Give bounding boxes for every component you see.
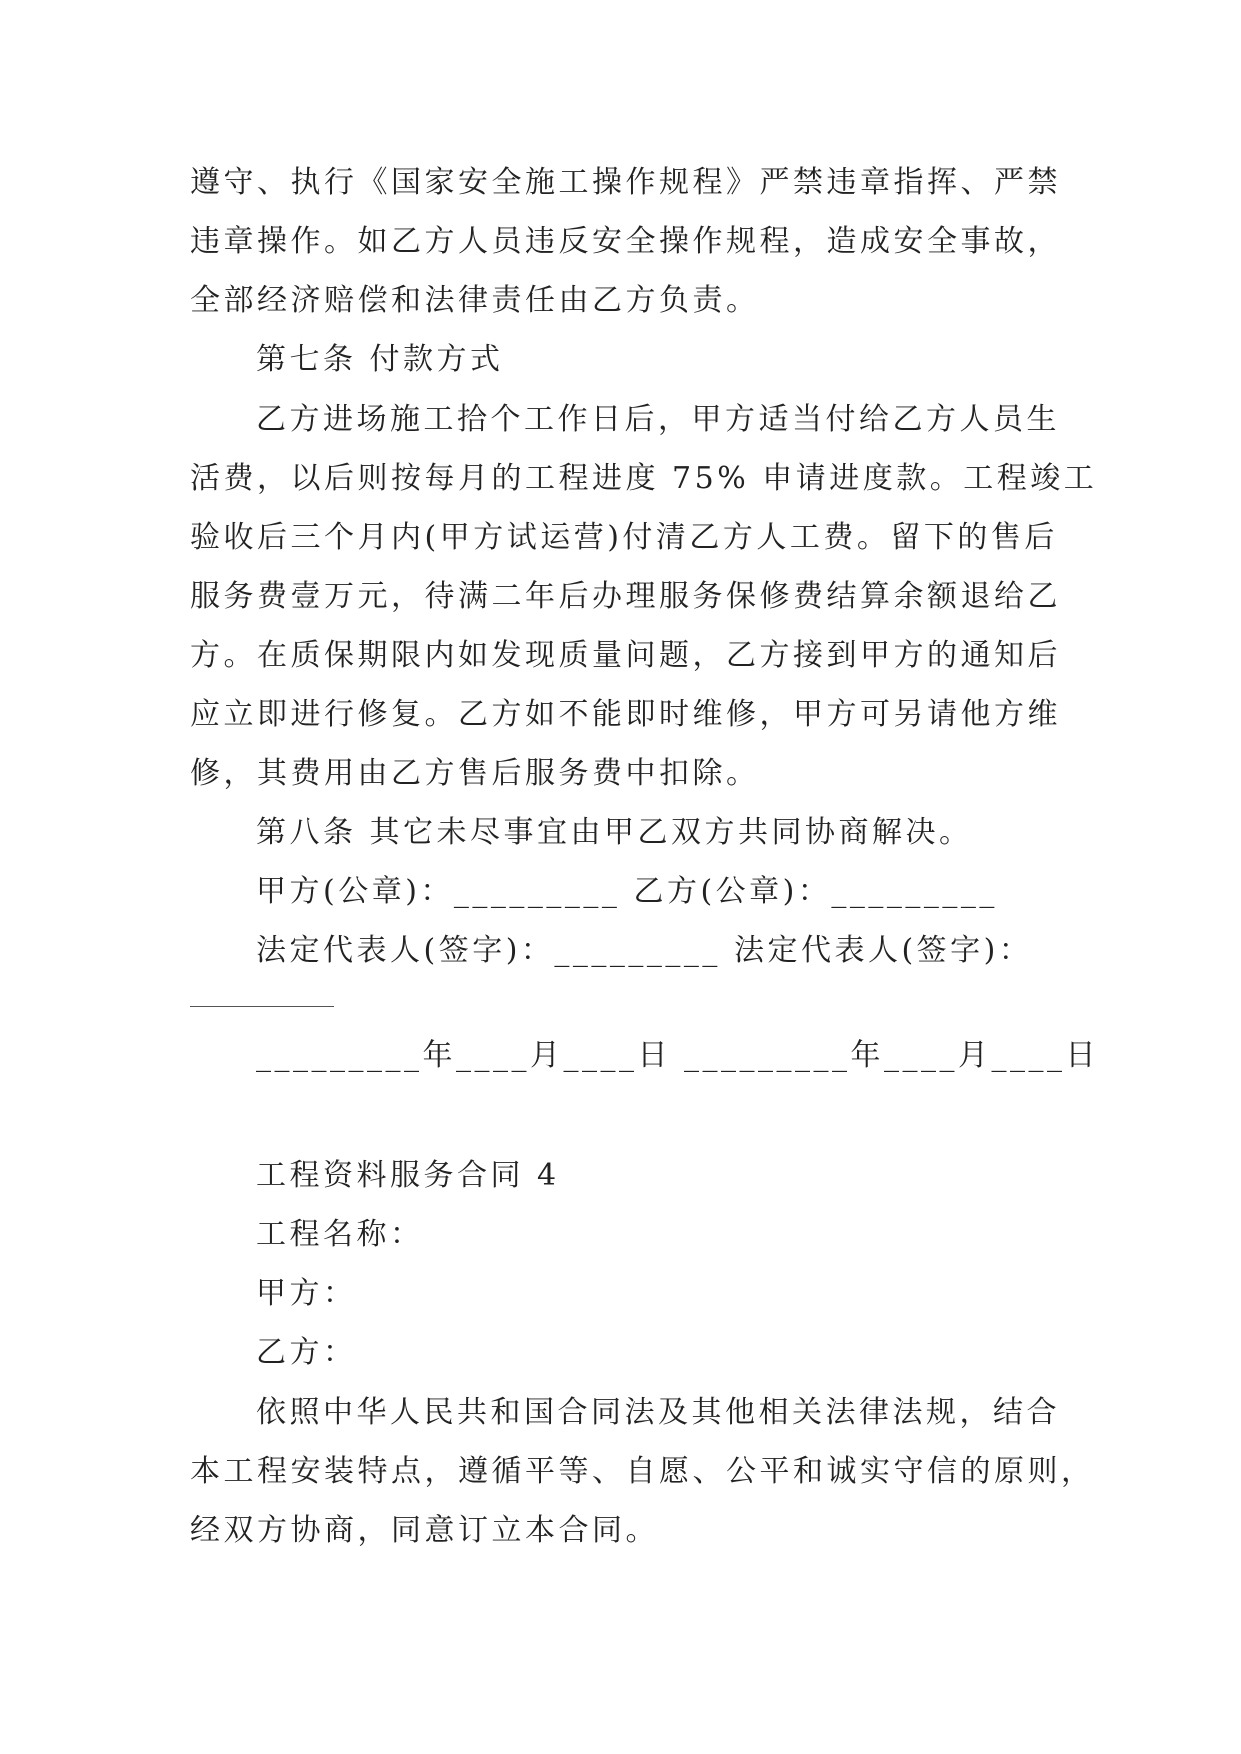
party-a-field: 甲方： bbox=[256, 1276, 357, 1311]
signature-seal-line: 甲方(公章)：_________ 乙方(公章)：_________ bbox=[256, 874, 998, 909]
paragraph-line: 全部经济赔偿和法律责任由乙方负责。 bbox=[190, 283, 760, 318]
paragraph-line: 乙方进场施工拾个工作日后，甲方适当付给乙方人员生 bbox=[256, 402, 1060, 437]
paragraph-line: 修，其费用由乙方售后服务费中扣除。 bbox=[190, 756, 760, 791]
section-heading-article-7: 第七条 付款方式 bbox=[256, 342, 504, 377]
paragraph-line: 遵守、执行《国家安全施工操作规程》严禁违章指挥、严禁 bbox=[190, 165, 1061, 200]
paragraph-line: 本工程安装特点，遵循平等、自愿、公平和诚实守信的原则， bbox=[190, 1454, 1095, 1489]
signature-date-line: _________年____月____日 _________年____月____日 bbox=[256, 1038, 1100, 1073]
project-name-field: 工程名称： bbox=[256, 1217, 424, 1252]
paragraph-line: 应立即进行修复。乙方如不能即时维修，甲方可另请他方维 bbox=[190, 697, 1061, 732]
paragraph-line: 依照中华人民共和国合同法及其他相关法律法规，结合 bbox=[256, 1395, 1060, 1430]
section-heading-article-8: 第八条 其它未尽事宜由甲乙双方共同协商解决。 bbox=[256, 815, 973, 850]
signature-representative-line: 法定代表人(签字)：_________ 法定代表人(签字)： bbox=[256, 933, 1033, 968]
signature-blank bbox=[190, 1006, 334, 1007]
paragraph-line: 验收后三个月内(甲方试运营)付清乙方人工费。留下的售后 bbox=[190, 520, 1058, 555]
party-b-field: 乙方： bbox=[256, 1335, 357, 1370]
paragraph-line: 方。在质保期限内如发现质量问题，乙方接到甲方的通知后 bbox=[190, 638, 1061, 673]
contract-title: 工程资料服务合同 4 bbox=[256, 1158, 560, 1193]
paragraph-line: 违章操作。如乙方人员违反安全操作规程，造成安全事故， bbox=[190, 224, 1061, 259]
paragraph-line: 经双方协商，同意订立本合同。 bbox=[190, 1513, 659, 1548]
paragraph-line: 活费，以后则按每月的工程进度 75% 申请进度款。工程竣工 bbox=[190, 461, 1098, 496]
paragraph-line: 服务费壹万元，待满二年后办理服务保修费结算余额退给乙 bbox=[190, 579, 1061, 614]
